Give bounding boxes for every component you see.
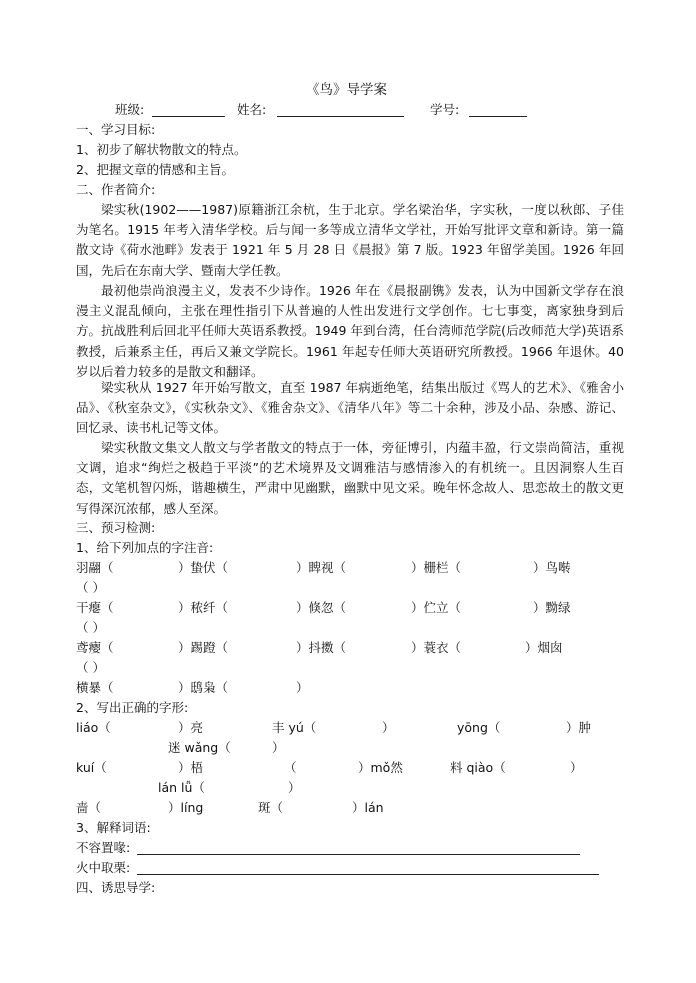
student-id-field[interactable] [469,102,527,117]
section-author-heading: 二、作者简介: [76,182,156,197]
page-title: 《鸟》导学案 [306,82,387,98]
pinyin-item: ）鸟啭 [533,560,571,575]
class-label: 班级: [115,102,145,117]
pinyin-item: ）秾纤（ [178,600,229,615]
glyph-item: ）肿 [566,720,592,735]
glyph-item: ）lán [352,800,384,815]
vocab-answer-field[interactable] [137,840,580,855]
glyph-question-label: 2、写出正确的字形: [76,700,189,715]
pinyin-question-label: 1、给下列加点的字注音: [76,540,214,555]
section-preview-heading: 三、预习检测: [76,520,156,535]
pinyin-item: ）伫立（ [411,600,462,615]
pinyin-item: ）蛰伏（ [178,560,229,575]
pinyin-item: ）倏忽（ [296,600,347,615]
goal-item: 2、把握文章的情感和主旨。 [76,162,234,177]
pinyin-item: ） [296,680,309,695]
pinyin-item: ）抖擞（ [296,640,347,655]
vocab-term: 火中取栗: [76,860,131,875]
pinyin-item: ）栅栏（ [411,560,462,575]
glyph-item: ）líng [168,800,204,815]
section-guided-heading: 四、诱思导学: [76,880,156,895]
glyph-item: ） [382,720,395,735]
name-label: 姓名: [237,102,267,117]
glyph-item: 啬（ [76,800,102,815]
vocab-answer-field[interactable] [137,860,599,875]
pinyin-item: ）睥视（ [296,560,347,575]
glyph-item: ）梧 [178,760,204,775]
name-field[interactable] [277,102,404,117]
glyph-item: 丰 yú（ [272,720,317,735]
glyph-item: kuí（ [76,760,107,775]
glyph-item: （ [284,760,297,775]
glyph-item: ） [570,760,583,775]
glyph-item: liáo（ [76,720,111,735]
pinyin-item: 羽翮（ [76,560,114,575]
bio-paragraph: 梁实秋从 1927 年开始写散文，直至 1987 年病逝绝笔，结集出版过《骂人的艺术》、《雅舍小品》、《秋室杂文》，《实秋杂文》、《雅舍杂文》、《清华八年》等二十余种，涉及小品、杂感、游记、回忆录、读书札记等文体。 [76,380,624,436]
glyph-item: yōng（ [457,720,501,735]
glyph-item: lán lǚ（ [158,780,205,795]
pinyin-item: 横暴（ [76,680,114,695]
pinyin-item: 干瘪（ [76,600,114,615]
goal-item: 1、初步了解状物散文的特点。 [76,142,247,157]
pinyin-item: ）烟囱 [525,640,563,655]
class-field[interactable] [152,102,225,117]
pinyin-item: ）鸱枭（ [178,680,229,695]
bio-paragraph: 梁实秋散文集文人散文与学者散文的特点于一体，旁征博引，内蕴丰盈，行文崇尚简洁，重视文调，追求“绚烂之极趋于平淡”的艺术境界及文调雅洁与感情渗入的有机统一。且因洞察人生百态，文笔机智闪烁，谐趣横生，严肃中见幽默，幽默中见文采。晚年怀念故人、思恋故土的散文更写得深沉浓郁，感人至深。 [76,440,624,516]
glyph-item: 迷 wǎng（ [168,740,231,755]
pinyin-answer-blank[interactable]: （ ） [76,580,105,595]
pinyin-item: ）踢蹬（ [178,640,229,655]
glyph-item: 斑（ [258,800,284,815]
glyph-item: ） [288,780,301,795]
glyph-item: 料 qiào（ [450,760,506,775]
pinyin-answer-blank[interactable]: （ ） [76,660,105,675]
glyph-item: ）mǒ然 [358,760,403,775]
pinyin-item: ）蓑衣（ [411,640,462,655]
pinyin-item: ）黝绿 [533,600,571,615]
vocab-question-label: 3、解释词语: [76,820,151,835]
student-id-label: 学号: [430,102,460,117]
glyph-item: ）亮 [178,720,204,735]
pinyin-item: 鸢瘿（ [76,640,114,655]
bio-paragraph: 最初他崇尚浪漫主义，发表不少诗作。1926 年在《晨报副镌》发表，认为中国新文学存在浪漫主义混乱倾向，主张在理性指引下从普遍的人性出发进行文学创作。七七事变，离家独身到后方。抗战胜利后回北平任师大英语系教授。1949 年到台湾，任台湾师范学院(后改师范大学)英语系教授，后兼系主任，再后又兼文学院长。1961 年起专任师大英语研究所教授。1966 年退休。40 岁以后着力较多的是散文和翻译。 [76,283,624,379]
glyph-item: ） [272,740,285,755]
pinyin-answer-blank[interactable]: （ ） [76,620,105,635]
section-goals-heading: 一、学习目标: [76,122,156,137]
vocab-term: 不容置喙: [76,840,131,855]
bio-paragraph: 梁实秋(1902——1987)原籍浙江余杭，生于北京。学名梁治华，字实秋，一度以秋郎、子佳为笔名。1915 年考入清华学校。后与闻一多等成立清华文学社，开始写批评文章和新诗。第一篇散文诗《荷水池畔》发表于 1921 年 5 月 28 日《晨报》第 7 版。1923 年留学美国。1926 年回国，先后在东南大学、暨南大学任教。 [76,202,624,278]
